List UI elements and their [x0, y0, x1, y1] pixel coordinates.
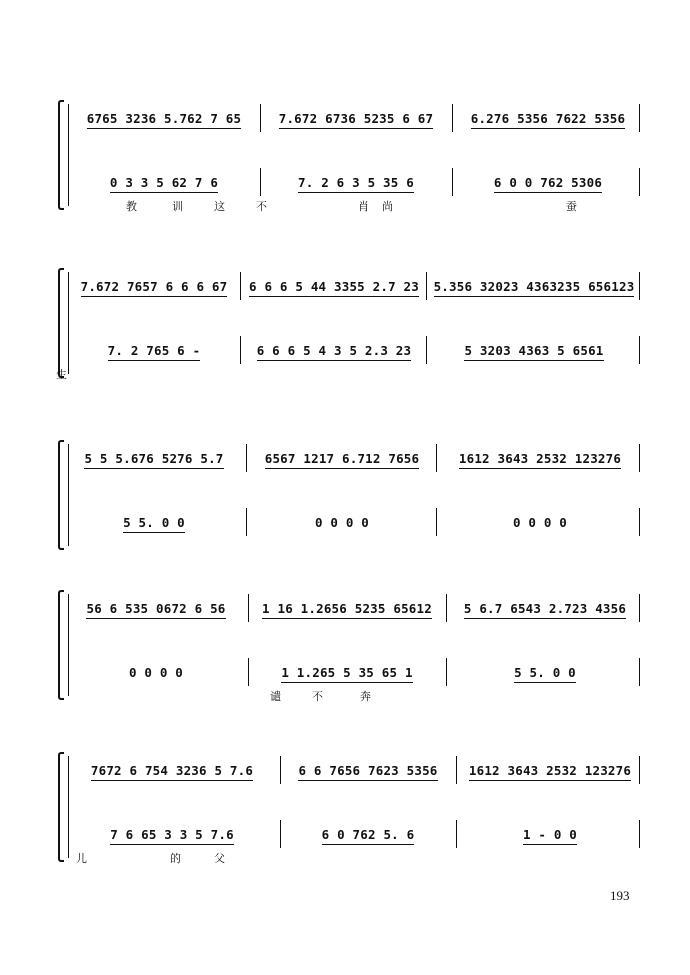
score-system-3: [58, 440, 640, 550]
upper-staff: [74, 274, 640, 298]
upper-staff: [74, 596, 640, 620]
barline: [248, 594, 249, 622]
lyric: 肖: [358, 200, 369, 213]
measure-2: 6 0 762 5. 6: [286, 822, 450, 846]
measure-2: 0 0 0 0: [314, 515, 370, 530]
lyric: 教: [126, 200, 137, 213]
barline: [639, 168, 640, 196]
measure-1: 5 5 5.676 5276 5.7: [74, 446, 234, 470]
page-number: 193: [610, 888, 630, 903]
barline: [639, 508, 640, 536]
system-bracket-line: [68, 272, 69, 374]
measure-3: 5 6.7 6543 2.723 4356: [452, 596, 638, 620]
measure-3: 0 0 0 0: [512, 515, 568, 530]
system-brace: [58, 752, 64, 862]
measure-2: 6 6 7656 7623 5356: [286, 758, 450, 782]
lyric: 儿: [76, 852, 87, 865]
measure-1: 7 6 65 3 3 5 7.6: [74, 822, 270, 846]
barline: [639, 272, 640, 300]
lower-staff: [74, 660, 640, 684]
barline: [280, 756, 281, 784]
measure-2: 6 6 6 5 4 3 5 2.3 23: [246, 338, 422, 362]
score-system-1: [58, 100, 640, 213]
lyric: 父: [214, 852, 225, 865]
barline: [639, 336, 640, 364]
barline: [639, 820, 640, 848]
measure-1: 6765 3236 5.762 7 65: [74, 106, 254, 130]
lyric: 蚕: [566, 200, 577, 213]
barline: [639, 444, 640, 472]
measure-1: 5 5. 0 0: [74, 510, 234, 534]
measure-3: 5 3203 4363 5 6561: [430, 338, 638, 362]
system-brace: [58, 268, 64, 378]
lyrics-line: [74, 850, 640, 866]
barline: [426, 336, 427, 364]
system-brace: [58, 590, 64, 700]
barline: [452, 168, 453, 196]
system-bracket-line: [68, 756, 69, 858]
measure-1: 56 6 535 0672 6 56: [74, 596, 238, 620]
barline: [246, 508, 247, 536]
lyric: 训: [172, 200, 183, 213]
measure-1: 7. 2 765 6 -: [74, 338, 234, 362]
system-brace: [58, 440, 64, 550]
measure-1: 7672 6 754 3236 5 7.6: [74, 758, 270, 782]
measure-3: 6 0 0 762 5306: [458, 170, 638, 194]
barline: [456, 756, 457, 784]
score-system-5: [58, 752, 640, 865]
barline: [280, 820, 281, 848]
measure-3: 6.276 5356 7622 5356: [458, 106, 638, 130]
barline: [240, 336, 241, 364]
barline: [426, 272, 427, 300]
barline: [248, 658, 249, 686]
measure-1: 0 0 0 0: [128, 665, 184, 680]
system-brace: [58, 100, 64, 210]
lyric: 这: [214, 200, 225, 213]
barline: [436, 444, 437, 472]
lyric: 谴: [270, 690, 281, 703]
lyric: 生: [56, 368, 67, 381]
barline: [639, 104, 640, 132]
system-bracket-line: [68, 444, 69, 546]
lyric: 不: [256, 200, 267, 213]
upper-staff: [74, 446, 640, 470]
barline: [446, 594, 447, 622]
measure-1: 7.672 7657 6 6 6 67: [74, 274, 234, 298]
system-bracket-line: [68, 594, 69, 696]
lower-staff: [74, 510, 640, 534]
lyrics-line: [74, 688, 640, 704]
barline: [452, 104, 453, 132]
lower-staff: [74, 822, 640, 846]
barline: [260, 168, 261, 196]
system-bracket-line: [68, 104, 69, 206]
lyrics-line: [56, 366, 640, 382]
measure-3: 1612 3643 2532 123276: [442, 446, 638, 470]
lyric: 尚: [382, 200, 393, 213]
barline: [246, 444, 247, 472]
barline: [639, 594, 640, 622]
measure-2: 1 16 1.2656 5235 65612: [254, 596, 440, 620]
lyric: 奔: [360, 690, 371, 703]
measure-3: 1 - 0 0: [462, 822, 638, 846]
barline: [639, 756, 640, 784]
measure-2: 7.672 6736 5235 6 67: [266, 106, 446, 130]
measure-2: 7. 2 6 3 5 35 6: [266, 170, 446, 194]
measure-3: 5.356 32023 4363235 656123: [430, 274, 638, 298]
measure-1: 0 3 3 5 62 7 6: [74, 170, 254, 194]
lyric: 不: [312, 690, 323, 703]
lyrics-line: [74, 198, 640, 214]
barline: [240, 272, 241, 300]
lower-staff: [74, 170, 640, 194]
barline: [260, 104, 261, 132]
score-system-2: [56, 268, 640, 381]
barline: [446, 658, 447, 686]
measure-2: 1 1.265 5 35 65 1: [254, 660, 440, 684]
score-system-4: [58, 590, 640, 703]
measure-3: 5 5. 0 0: [452, 660, 638, 684]
upper-staff: [74, 758, 640, 782]
measure-3: 1612 3643 2532 123276: [462, 758, 638, 782]
lower-staff: [74, 338, 640, 362]
barline: [639, 658, 640, 686]
barline: [456, 820, 457, 848]
measure-2: 6 6 6 5 44 3355 2.7 23: [246, 274, 422, 298]
upper-staff: [74, 106, 640, 130]
measure-2: 6567 1217 6.712 7656: [252, 446, 432, 470]
lyric: 的: [170, 852, 181, 865]
barline: [436, 508, 437, 536]
